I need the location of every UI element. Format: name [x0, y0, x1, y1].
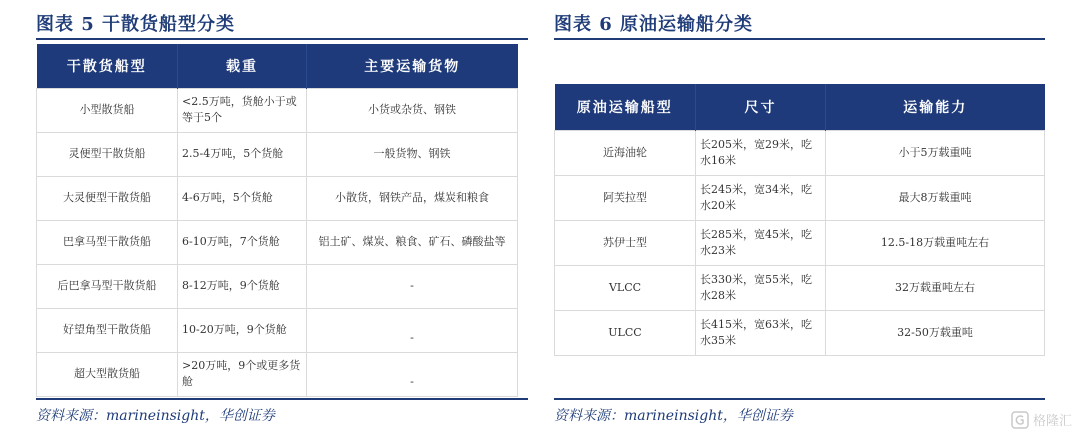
table-cell: <2.5万吨，货舱小于或等于5个: [178, 88, 307, 132]
table-cell: 铝土矿、煤炭、粮食、矿石、磷酸盐等: [307, 220, 518, 264]
figure-6-source: 资料来源：marineinsight，华创证券: [554, 408, 793, 424]
table-cell: 阿芙拉型: [555, 175, 696, 220]
table-row: [555, 130, 1045, 175]
table-cell: 好望角型干散货船: [37, 308, 178, 352]
table-row: [37, 308, 518, 352]
figure-6-source-rule: [554, 398, 1045, 400]
table-row: [37, 352, 518, 396]
column-header: 尺寸: [696, 84, 826, 130]
table-cell: 小型散货船: [37, 88, 178, 132]
table-cell: 长415米，宽63米，吃水35米: [696, 310, 826, 355]
figure-5-source: 资料来源：marineinsight，华创证券: [36, 408, 275, 424]
column-header: 载重: [178, 44, 307, 88]
table-cell: -: [307, 352, 518, 396]
table-row: [37, 88, 518, 132]
table-header-row: [555, 84, 1045, 130]
table-cell: 超大型散货船: [37, 352, 178, 396]
dry-bulk-ship-types-table: [36, 44, 518, 397]
table-cell: 8-12万吨，9个货舱: [178, 264, 307, 308]
table-cell: 2.5-4万吨，5个货舱: [178, 132, 307, 176]
table-cell: 32万载重吨左右: [826, 265, 1045, 310]
table-cell: 长245米，宽34米，吃水20米: [696, 175, 826, 220]
crude-oil-tanker-types-table: [554, 84, 1045, 356]
table-cell: >20万吨，9个或更多货舱: [178, 352, 307, 396]
figure-5-title-rule: [36, 38, 528, 40]
table-row: [555, 220, 1045, 265]
table-cell: 长285米，宽45米，吃水23米: [696, 220, 826, 265]
table-row: [37, 220, 518, 264]
table-cell: 近海油轮: [555, 130, 696, 175]
table-cell: VLCC: [555, 265, 696, 310]
table-row: [37, 264, 518, 308]
table-cell: ULCC: [555, 310, 696, 355]
table-cell: 巴拿马型干散货船: [37, 220, 178, 264]
table-cell: 10-20万吨，9个货舱: [178, 308, 307, 352]
table-cell: 小散货，钢铁产品，煤炭和粮食: [307, 176, 518, 220]
table-cell: 12.5-18万载重吨左右: [826, 220, 1045, 265]
table-cell: 长330米，宽55米，吃水28米: [696, 265, 826, 310]
table-cell: 小货或杂货、钢铁: [307, 88, 518, 132]
watermark-logo-icon: [1011, 411, 1029, 429]
table-cell: 后巴拿马型干散货船: [37, 264, 178, 308]
column-header: 运输能力: [826, 84, 1045, 130]
table-row: [555, 265, 1045, 310]
table-row: [37, 132, 518, 176]
column-header: 原油运输船型: [555, 84, 696, 130]
table-row: [555, 310, 1045, 355]
table-cell: 最大8万载重吨: [826, 175, 1045, 220]
table-cell: -: [307, 264, 518, 308]
table-cell: 苏伊士型: [555, 220, 696, 265]
table-cell: 4-6万吨，5个货舱: [178, 176, 307, 220]
table-cell: 32-50万载重吨: [826, 310, 1045, 355]
table-cell: 灵便型干散货船: [37, 132, 178, 176]
figure-6-title-rule: [554, 38, 1045, 40]
table-cell: 一般货物、钢铁: [307, 132, 518, 176]
table-cell: 长205米，宽29米，吃水16米: [696, 130, 826, 175]
watermark: [1011, 410, 1072, 429]
figure-5-source-rule: [36, 398, 528, 400]
table-row: [37, 176, 518, 220]
table-cell: 6-10万吨，7个货舱: [178, 220, 307, 264]
table-header-row: [37, 44, 518, 88]
table-cell: -: [307, 308, 518, 352]
figure-6-title: 图表 6 原油运输船分类: [554, 14, 754, 35]
column-header: 干散货船型: [37, 44, 178, 88]
table-cell: 大灵便型干散货船: [37, 176, 178, 220]
table-row: [555, 175, 1045, 220]
watermark-text: 格隆汇: [1032, 414, 1072, 429]
column-header: 主要运输货物: [307, 44, 518, 88]
figure-5-title: 图表 5 干散货船型分类: [36, 14, 236, 35]
table-cell: 小于5万载重吨: [826, 130, 1045, 175]
